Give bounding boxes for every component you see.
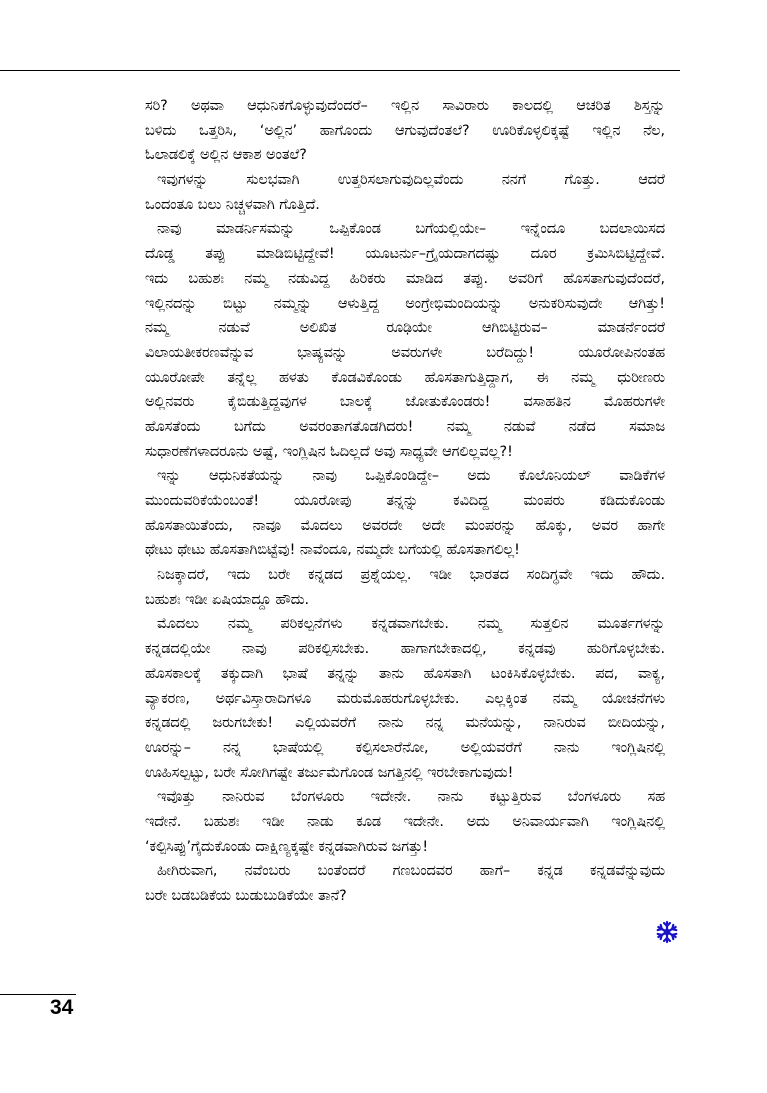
page-number: 34 <box>50 996 74 1019</box>
text-line: ಇಲ್ಲಿನದನ್ನು ಬಿಟ್ಟು ನಮ್ಮನ್ನು ಆಳುತ್ತಿದ್ದ ಅಂಗ್ರೇಭಿಮಂದಿಯನ್ನು ಅನುಕರಿಸುವುದೇ ಆಗಿತ್ತು! <box>145 295 665 312</box>
text-line: ಇದು ಬಹುಶಃ ನಮ್ಮ ನಡುವಿದ್ದ ಹಿರಿಕರು ಮಾಡಿದ ತಪ್ಪು. ಅವರಿಗೆ ಹೊಸತಾಗುವುದೆಂದರೆ, <box>145 270 665 287</box>
text-line: ದೊಡ್ಡ ತಪ್ಪು ಮಾಡಿಬಿಟ್ಟಿದ್ದೇವೆ! ಯೂಟರ್ನು–ಗ್ರೈಯದಾಗದಷ್ಟು ದೂರ ಕ್ರಮಿಸಿಬಿಟ್ಟಿದ್ದೇವೆ. <box>145 246 665 263</box>
text-line: ಯೂರೋಪೇ ತನ್ನೆಲ್ಲ ಹಳತು ಕೊಡವಿಕೊಂಡು ಹೊಸತಾಗುತ್ತಿದ್ದಾಗ, ಈ ನಮ್ಮ ಧುರೀಣರು <box>145 369 665 386</box>
text-line: ಸುಧಾರಣೆಗಳಾದರೂನು ಅಷ್ಟೆ, ಇಂಗ್ಲಿಷಿನ ಓದಿಲ್ಲದೆ ಅವು ಸಾಧ್ಯವೇ ಆಗಲಿಲ್ಲವಲ್ಲ?! <box>145 443 513 460</box>
header-rule <box>0 70 680 71</box>
text-line: ಹೊಸತೆಂದು ಬಗೆದು ಅವರಂತಾಗತೊಡಗಿದರು! ನಮ್ಮ ನಡುವೆ ನಡೆದ ಸಮಾಜ <box>145 418 665 435</box>
text-line: ಇವುಗಳನ್ನು ಸುಲಭವಾಗಿ ಉತ್ತರಿಸಲಾಗುವುದಿಲ್ಲವೆಂದು ನನಗೆ ಗೊತ್ತು. ಆದರೆ <box>157 172 665 189</box>
text-line: ನಮ್ಮ ನಡುವೆ ಅಲಿಖಿತ ರೂಢಿಯೇ ಆಗಿಬಿಟ್ಟಿರುವ– ಮಾಡರ್ನೆಂದರೆ <box>145 320 665 337</box>
text-line: ಬಹುಶಃ ಇಡೀ ಏಷಿಯಾದ್ದೂ ಹೌದು. <box>145 591 310 608</box>
text-line: ಒಂದಂತೂ ಬಲು ನಿಚ್ಚಳವಾಗಿ ಗೊತ್ತಿದೆ. <box>145 196 320 213</box>
paragraph <box>145 563 665 612</box>
text-line: ಕನ್ನಡದಲ್ಲಿಯೇ ನಾವು ಪರಿಕಲ್ಪಿಸಬೇಕು. ಹಾಗಾಗಬೇಕಾದಲ್ಲಿ, ಕನ್ನಡವು ಹುರಿಗೊಳ್ಳಬೇಕು. <box>145 641 665 658</box>
text-line: ಕನ್ನಡದಲ್ಲಿ ಜರುಗಬೇಕು! ಎಲ್ಲಿಯವರೆಗೆ ನಾನು ನನ್ನ ಮನೆಯನ್ನು, ನಾನಿರುವ ಬೀದಿಯನ್ನು, <box>145 715 665 732</box>
footer-rule <box>0 994 76 995</box>
text-line: ಊಹಿಸಲ್ಪಟ್ಟು, ಬರೇ ಸೋಗಿಗಷ್ಟೇ ತರ್ಜುಮೆಗೊಂಡ ಜಗತ್ತಿನಲ್ಲಿ ಇರಬೇಕಾಗುವುದು! <box>145 764 514 781</box>
text-line: ಊರನ್ನು– ನನ್ನ ಭಾಷೆಯಲ್ಲಿ ಕಲ್ಪಿಸಲಾರೆನೋ, ಅಲ್ಲಿಯವರೆಗೆ ನಾನು ಇಂಗ್ಲಿಷಿನಲ್ಲಿ <box>145 739 665 756</box>
text-line: ‘ಕಲ್ಪಿಸಿಪ್ಪು’ಗೈದುಕೊಂಡು ದಾಕ್ಷಿಣ್ಯಕ್ಕಷ್ಟೇ ಕನ್ನಡವಾಗಿರುವ ಜಗತ್ತು! <box>145 838 429 855</box>
text-line: ಹೊಸತಾಯಿತೆಂದು, ನಾವೂ ಮೊದಲು ಅವರದೇ ಅದೇ ಮಂಪರನ್ನು ಹೊಕ್ಕು, ಅವರ ಹಾಗೇ <box>145 517 665 534</box>
text-line: ಹೀಗಿರುವಾಗ, ನವೆಂಬರು ಬಂತೆಂದರೆ ಗಣಬಂದವರ ಹಾಗೆ– ಕನ್ನಡ ಕನ್ನಡವೆನ್ನುವುದು <box>157 863 665 880</box>
paragraph <box>145 94 665 168</box>
text-line: ಇದೇನೆ. ಬಹುಶಃ ಇಡೀ ನಾಡು ಕೂಡ ಇದೇನೇ. ಅದು ಅನಿವಾರ್ಯವಾಗಿ ಇಂಗ್ಲಿಷಿನಲ್ಲಿ <box>145 813 665 830</box>
text-line: ಇವೊತ್ತು ನಾನಿರುವ ಬೆಂಗಳೂರು ಇದೇನೇ. ನಾನು ಕಟ್ಟುತ್ತಿರುವ ಬೆಂಗಳೂರು ಸಹ <box>157 789 665 806</box>
paragraph <box>145 859 665 908</box>
text-line: ಬಳಿದು ಒತ್ತರಿಸಿ, ‘ಅಲ್ಲಿನ’ ಹಾಗೊಂದು ಆಗುವುದೆಂತಲೆ? ಊರಿಕೊಳ್ಳಲಿಕ್ಕಷ್ಟೆ ಇಲ್ಲಿನ ನೆಲ, <box>145 122 665 139</box>
text-line: ಓಲಾಡಲಿಕ್ಕೆ ಅಲ್ಲಿನ ಆಕಾಶ ಅಂತಲೆ? <box>145 147 307 164</box>
paragraph <box>145 168 665 217</box>
text-line: ಅಲ್ಲಿನವರು ಕೈಬಿಡುತ್ತಿದ್ದವುಗಳ ಬಾಲಕ್ಕೆ ಜೋತುಕೊಂಡರು! ವಸಾಹತಿನ ಮೊಹರುಗಳೇ <box>145 394 665 411</box>
paragraph <box>145 612 665 785</box>
text-line: ಇನ್ನು ಆಧುನಿಕತೆಯನ್ನು ನಾವು ಒಪ್ಪಿಕೊಂಡಿದ್ದೇ– ಅದು ಕೊಲೊನಿಯಲ್ ವಾಡಿಕೆಗಳ <box>157 468 665 485</box>
text-line: ಥೇಟು ಥೇಟು ಹೊಸತಾಗಿಬಿಟ್ಟೆವು! ನಾವೆಂದೂ, ನಮ್ಮದೇ ಬಗೆಯಲ್ಲಿ ಹೊಸತಾಗಲಿಲ್ಲ! <box>145 542 520 559</box>
paragraph <box>145 464 665 563</box>
snowflake-icon <box>655 920 679 944</box>
text-line: ಹೊಸಕಾಲಕ್ಕೆ ತಕ್ಕುದಾಗಿ ಭಾಷೆ ತನ್ನನ್ನು ತಾನು ಹೊಸತಾಗಿ ಟಂಕಿಸಿಕೊಳ್ಳಬೇಕು. ಪದ, ವಾಕ್ಯ, <box>145 665 665 682</box>
text-line: ನಿಜಕ್ಕಾದರೆ, ಇದು ಬರೇ ಕನ್ನಡದ ಪ್ರಶ್ನೆಯಲ್ಲ. ಇಡೀ ಭಾರತದ ಸಂದಿಗ್ಧವೇ ಇದು ಹೌದು. <box>157 567 665 584</box>
paragraph <box>145 785 665 859</box>
text-line: ಸರಿ? ಅಥವಾ ಆಧುನಿಕಗೊಳ್ಳುವುದೆಂದರೆ– ಇಲ್ಲಿನ ಸಾವಿರಾರು ಕಾಲದಲ್ಲಿ ಆಚರಿತ ಶಿಸ್ತನ್ನು <box>145 98 665 114</box>
text-line: ನಾವು ಮಾಡರ್ನಿಸಮನ್ನು ಒಪ್ಪಿಕೊಂಡ ಬಗೆಯಲ್ಲಿಯೇ– ಇನ್ನೆಂದೂ ಬದಲಾಯಿಸದ <box>157 221 665 238</box>
paragraph <box>145 217 665 464</box>
text-line: ವಿಲಾಯತೀಕರಣವೆನ್ನುವ ಭಾಷ್ಯವನ್ನು ಅವರುಗಳೇ ಬರೆದಿದ್ದು! ಯೂರೋಪಿನಂತಹ <box>145 344 665 361</box>
text-line: ಬರೇ ಬಡಬಡಿಕೆಯ ಬುಡುಬುಡಿಕೆಯೇ ತಾನೆ? <box>145 888 347 904</box>
text-line: ಮೊದಲು ನಮ್ಮ ಪರಿಕಲ್ಪನೆಗಳು ಕನ್ನಡವಾಗಬೇಕು. ನಮ್ಮ ಸುತ್ತಲಿನ ಮೂರ್ತಗಳನ್ನು <box>157 616 665 633</box>
text-line: ವ್ಯಾಕರಣ, ಅರ್ಥವಿಸ್ತಾರಾದಿಗಳೂ ಮರುಮೊಹರುಗೊಳ್ಳಬೇಕು. ಎಲ್ಲಕ್ಕಿಂತ ನಮ್ಮ ಯೋಚನೆಗಳು <box>145 690 665 707</box>
body-text <box>145 94 665 909</box>
text-line: ಮುಂದುವರಿಕೆಯೆಂಬಂತೆ! ಯೂರೋಪು ತನ್ನನ್ನು ಕವಿದಿದ್ದ ಮಂಪರು ಕಡಿದುಕೊಂಡು <box>145 493 665 509</box>
